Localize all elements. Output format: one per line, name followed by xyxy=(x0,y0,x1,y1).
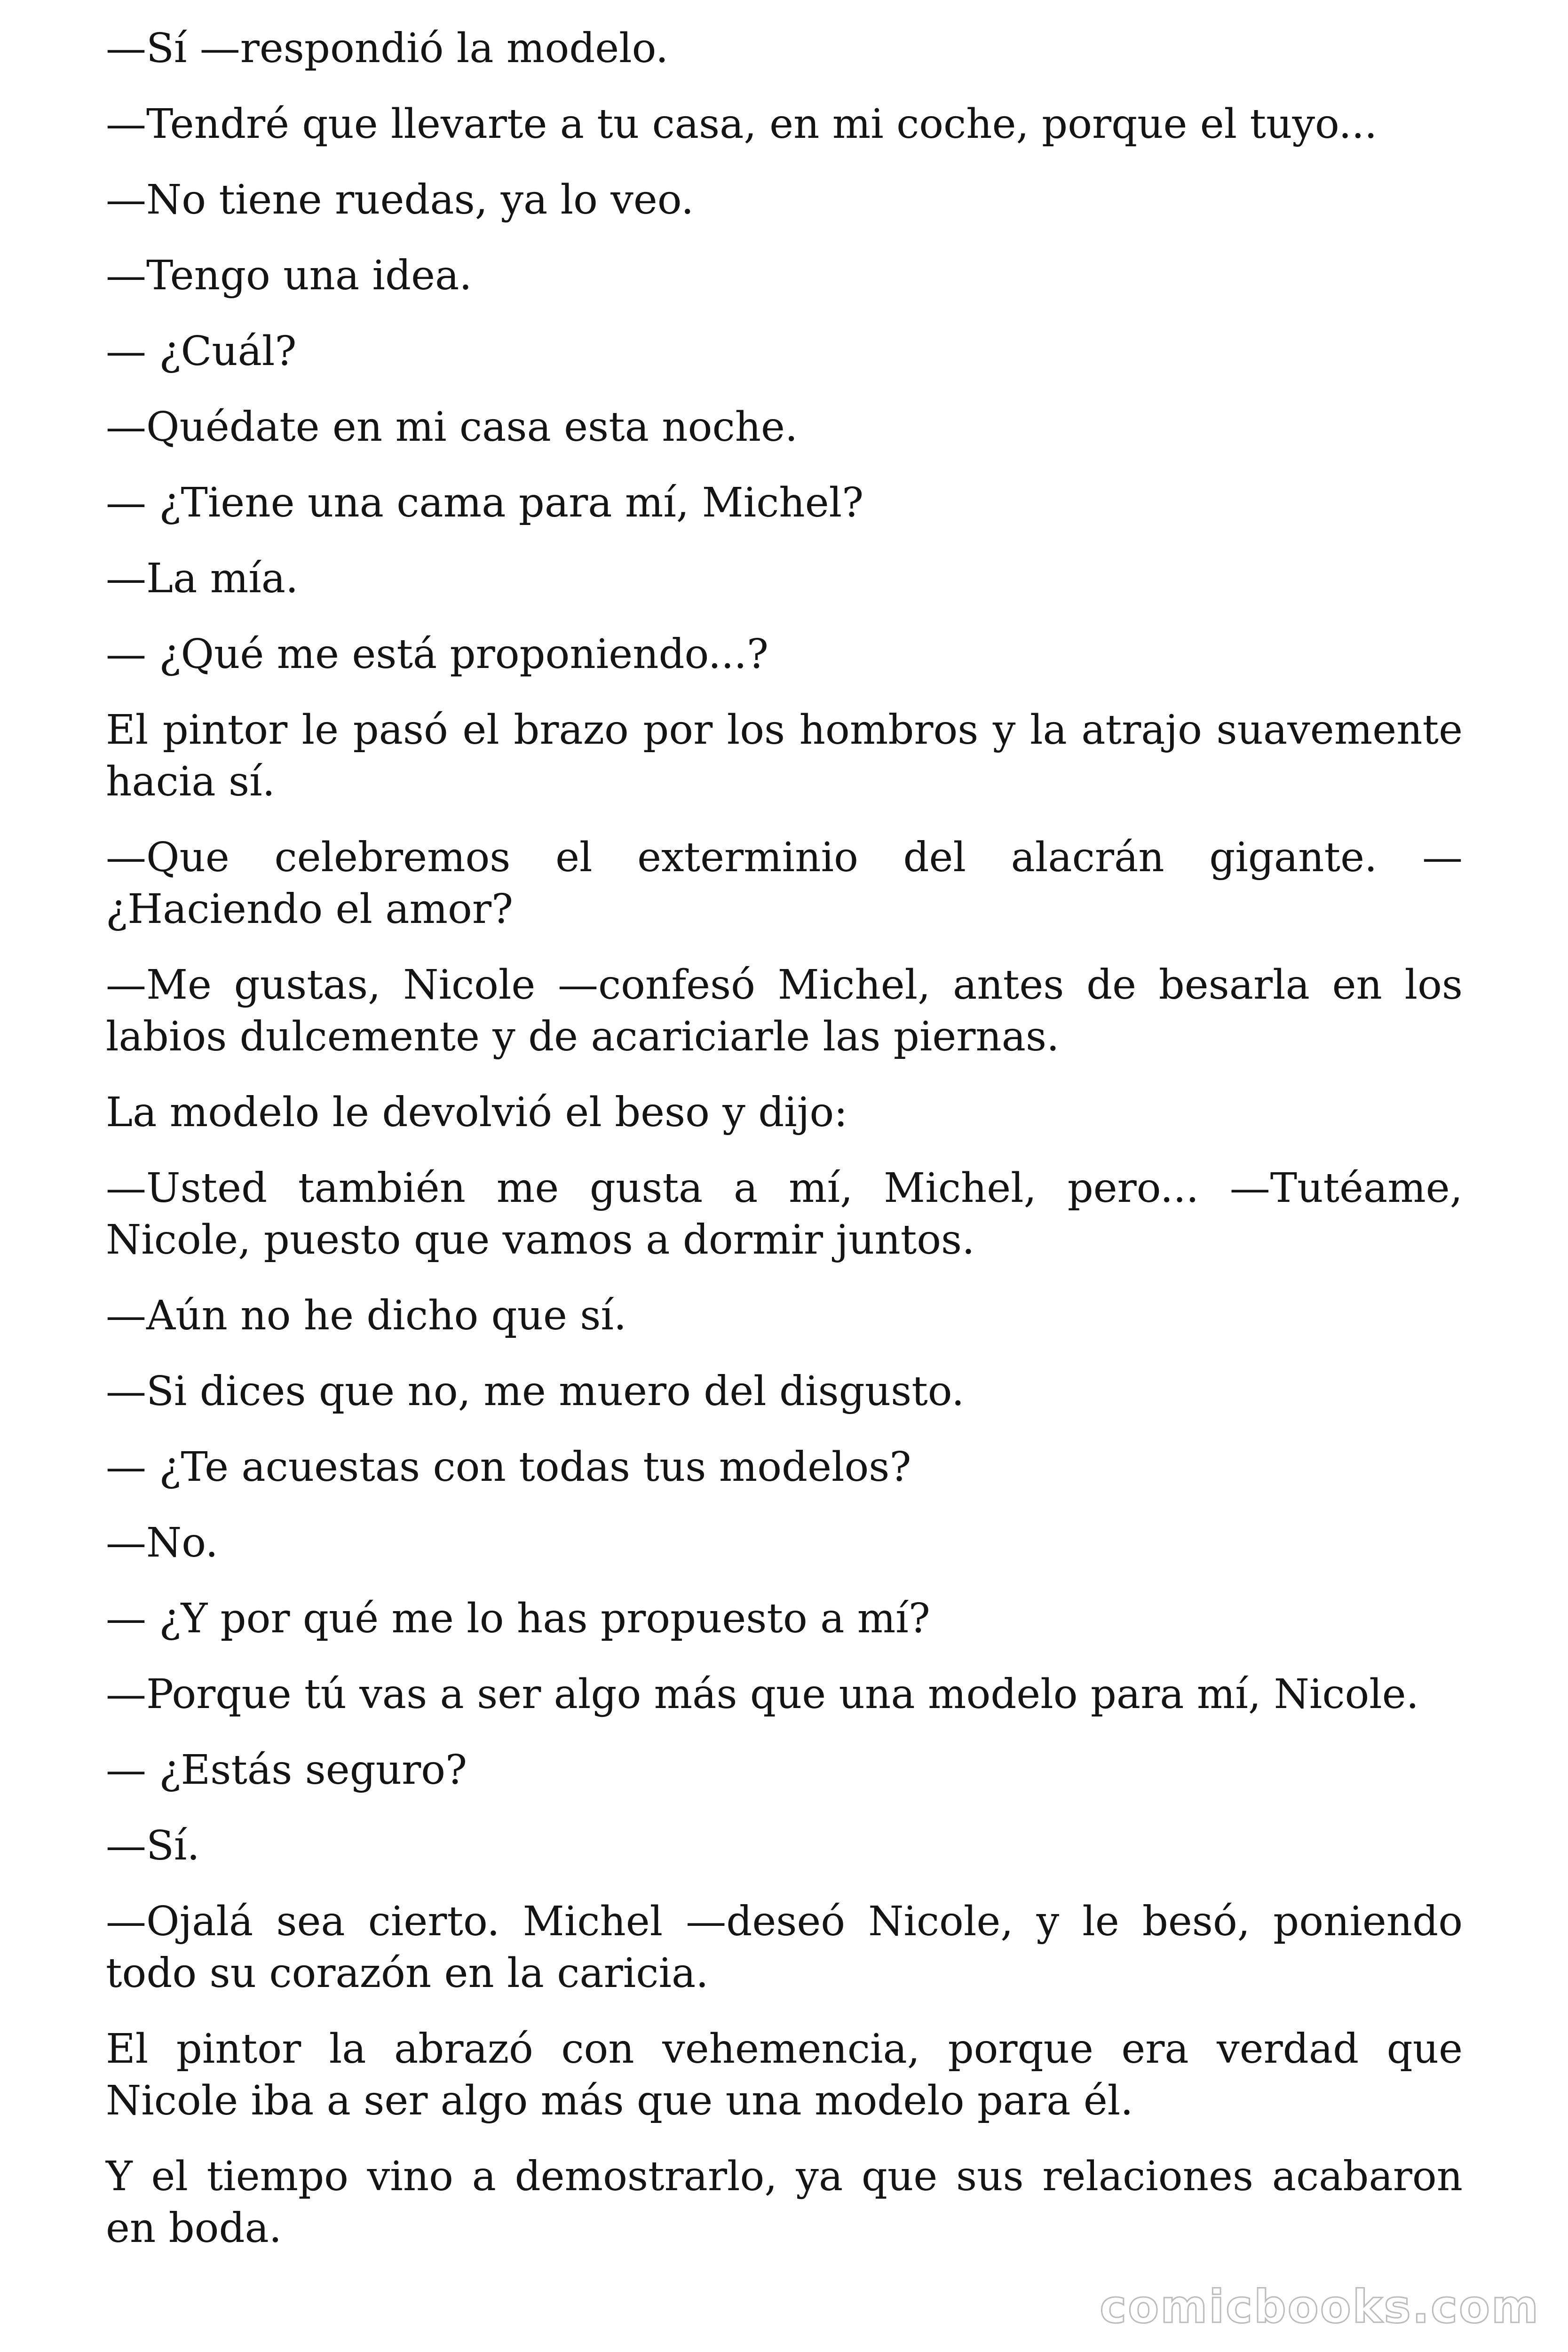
paragraph: La modelo le devolvió el beso y dijo: xyxy=(106,1089,848,1136)
paragraph: —Sí —respondió la modelo. xyxy=(106,25,669,72)
paragraph: —Sí. xyxy=(106,1822,200,1869)
paragraph: —Tengo una idea. xyxy=(106,252,472,299)
paragraph: El pintor le pasó el brazo por los hombros y la atrajo suavemente hacia sí. xyxy=(106,707,1463,805)
paragraph: — ¿Te acuestas con todas tus modelos? xyxy=(106,1444,911,1491)
paragraph: — ¿Tiene una cama para mí, Michel? xyxy=(106,479,864,526)
paragraph: —Tendré que llevarte a tu casa, en mi coche, porque el tuyo... xyxy=(106,101,1378,148)
paragraph: El pintor la abrazó con vehemencia, porque era verdad que Nicole iba a ser algo más que una modelo para él. xyxy=(106,2026,1463,2124)
paragraph: — ¿Qué me está proponiendo...? xyxy=(106,631,768,678)
paragraph: —Ojalá sea cierto. Michel —deseó Nicole, y le besó, poniendo todo su corazón en la caricia. xyxy=(106,1898,1463,1997)
paragraph: —Porque tú vas a ser algo más que una modelo para mí, Nicole. xyxy=(106,1671,1419,1718)
paragraph: —Me gustas, Nicole —confesó Michel, antes de besarla en los labios dulcemente y de acariciarle las piernas. xyxy=(106,961,1463,1060)
paragraph: — ¿Y por qué me lo has propuesto a mí? xyxy=(106,1595,930,1642)
paragraph: —Quédate en mi casa esta noche. xyxy=(106,404,798,451)
document-body xyxy=(106,23,1463,2278)
paragraph: —No tiene ruedas, ya lo veo. xyxy=(106,176,694,223)
paragraph: — ¿Cuál? xyxy=(106,328,297,375)
paragraph: —Que celebremos el exterminio del alacrán gigante. — ¿Haciendo el amor? xyxy=(106,834,1463,933)
watermark: comicbooks.com xyxy=(1100,2280,1540,2333)
paragraph: —No. xyxy=(106,1519,218,1566)
paragraph: Y el tiempo vino a demostrarlo, ya que sus relaciones acabaron en boda. xyxy=(106,2153,1463,2252)
paragraph: —Si dices que no, me muero del disgusto. xyxy=(106,1368,965,1415)
paragraph: —La mía. xyxy=(106,555,299,602)
paragraph: — ¿Estás seguro? xyxy=(106,1747,467,1794)
paragraph: —Usted también me gusta a mí, Michel, pero... —Tutéame, Nicole, puesto que vamos a dormir juntos. xyxy=(106,1165,1463,1263)
paragraph: —Aún no he dicho que sí. xyxy=(106,1292,627,1339)
